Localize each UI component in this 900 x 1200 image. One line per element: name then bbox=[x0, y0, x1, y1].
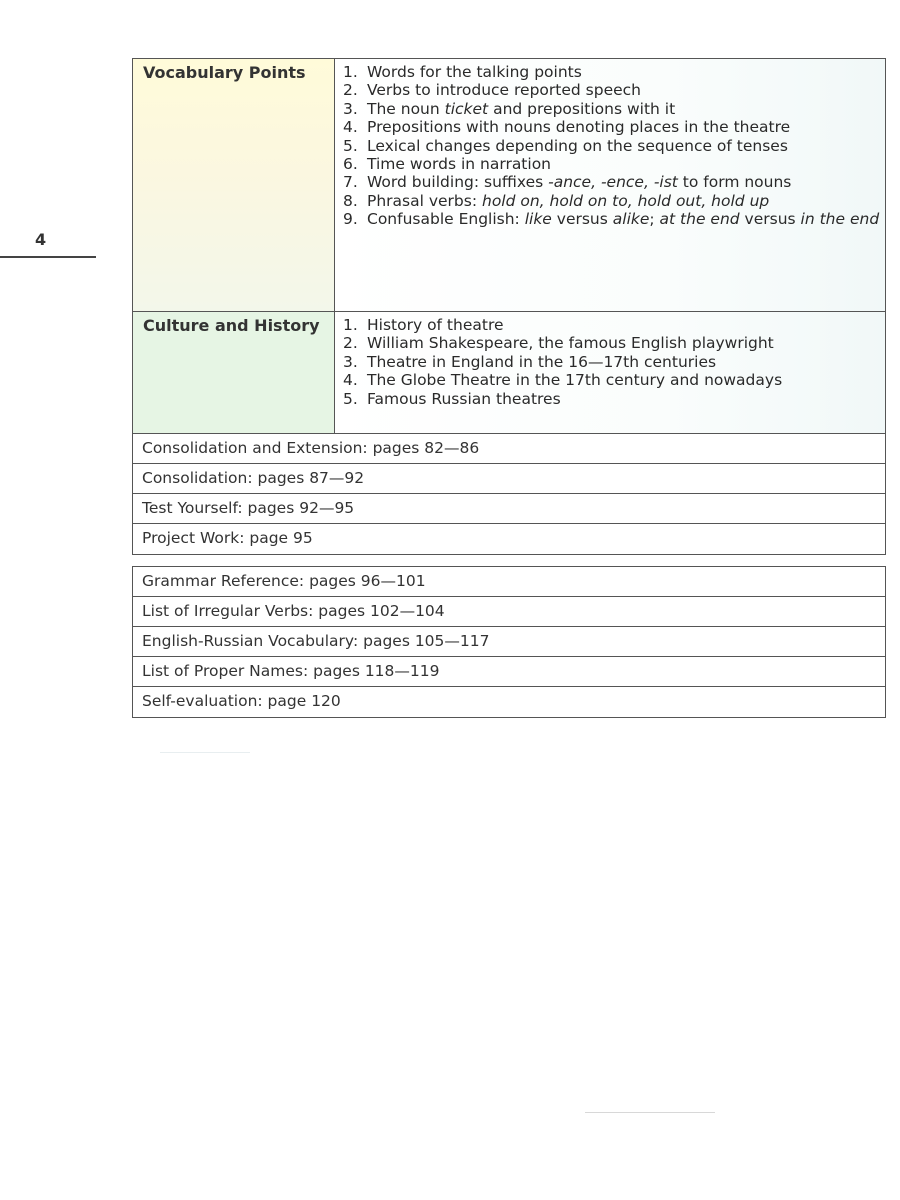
vocabulary-item: 9. Confusable English: like versus alike; at the end versus in the end bbox=[343, 210, 880, 229]
self-evaluation-row: Self-evaluation: page 120 bbox=[142, 692, 341, 710]
vocabulary-item: 7. Word building: suffixes -ance, -ence, -ist to form nouns bbox=[343, 173, 792, 192]
vocabulary-item: 1. Words for the talking points bbox=[343, 63, 582, 81]
page-number: 4 bbox=[35, 230, 47, 249]
culture-item: 2. William Shakespeare, the famous English playwright bbox=[343, 334, 774, 353]
vocabulary-list bbox=[335, 59, 885, 311]
culture-label: Culture and History bbox=[133, 312, 335, 433]
culture-item: 3. Theatre in England in the 16—17th centuries bbox=[343, 352, 717, 371]
consolidation-extension-row: Consolidation and Extension: pages 82—86 bbox=[133, 434, 885, 464]
vocabulary-item: 8. Phrasal verbs: hold on, hold on to, hold out, hold up bbox=[343, 191, 770, 210]
vocabulary-item: 6. Time words in narration bbox=[343, 155, 552, 174]
appendix-table bbox=[132, 566, 886, 718]
irregular-verbs-row: List of Irregular Verbs: pages 102—104 bbox=[133, 597, 885, 627]
vocabulary-item: 3. The noun ticket and prepositions with it bbox=[343, 99, 676, 118]
culture-item: 5. Famous Russian theatres bbox=[343, 389, 561, 408]
project-work-row: Project Work: page 95 bbox=[142, 529, 313, 547]
culture-item: 4. The Globe Theatre in the 17th century and nowadays bbox=[343, 371, 783, 390]
page-number-rule bbox=[0, 256, 96, 258]
vocabulary-item: 2. Verbs to introduce reported speech bbox=[343, 81, 641, 100]
vocabulary-row bbox=[133, 59, 885, 312]
vocabulary-row-appendix: English-Russian Vocabulary: pages 105—117 bbox=[133, 627, 885, 657]
grammar-reference-row: Grammar Reference: pages 96—101 bbox=[133, 567, 885, 597]
vocabulary-item: 4. Prepositions with nouns denoting places in the theatre bbox=[343, 118, 791, 137]
vocabulary-label: Vocabulary Points bbox=[133, 59, 335, 311]
proper-names-row: List of Proper Names: pages 118—119 bbox=[133, 657, 885, 687]
scan-artifact bbox=[585, 1112, 715, 1113]
unit-contents-table bbox=[132, 58, 886, 555]
consolidation-row: Consolidation: pages 87—92 bbox=[133, 464, 885, 494]
culture-list bbox=[335, 312, 885, 433]
culture-item: 1. History of theatre bbox=[343, 316, 504, 334]
culture-row bbox=[133, 312, 885, 434]
vocabulary-item: 5. Lexical changes depending on the sequence of tenses bbox=[343, 136, 788, 155]
test-yourself-row: Test Yourself: pages 92—95 bbox=[133, 494, 885, 524]
scan-artifact bbox=[160, 752, 250, 753]
